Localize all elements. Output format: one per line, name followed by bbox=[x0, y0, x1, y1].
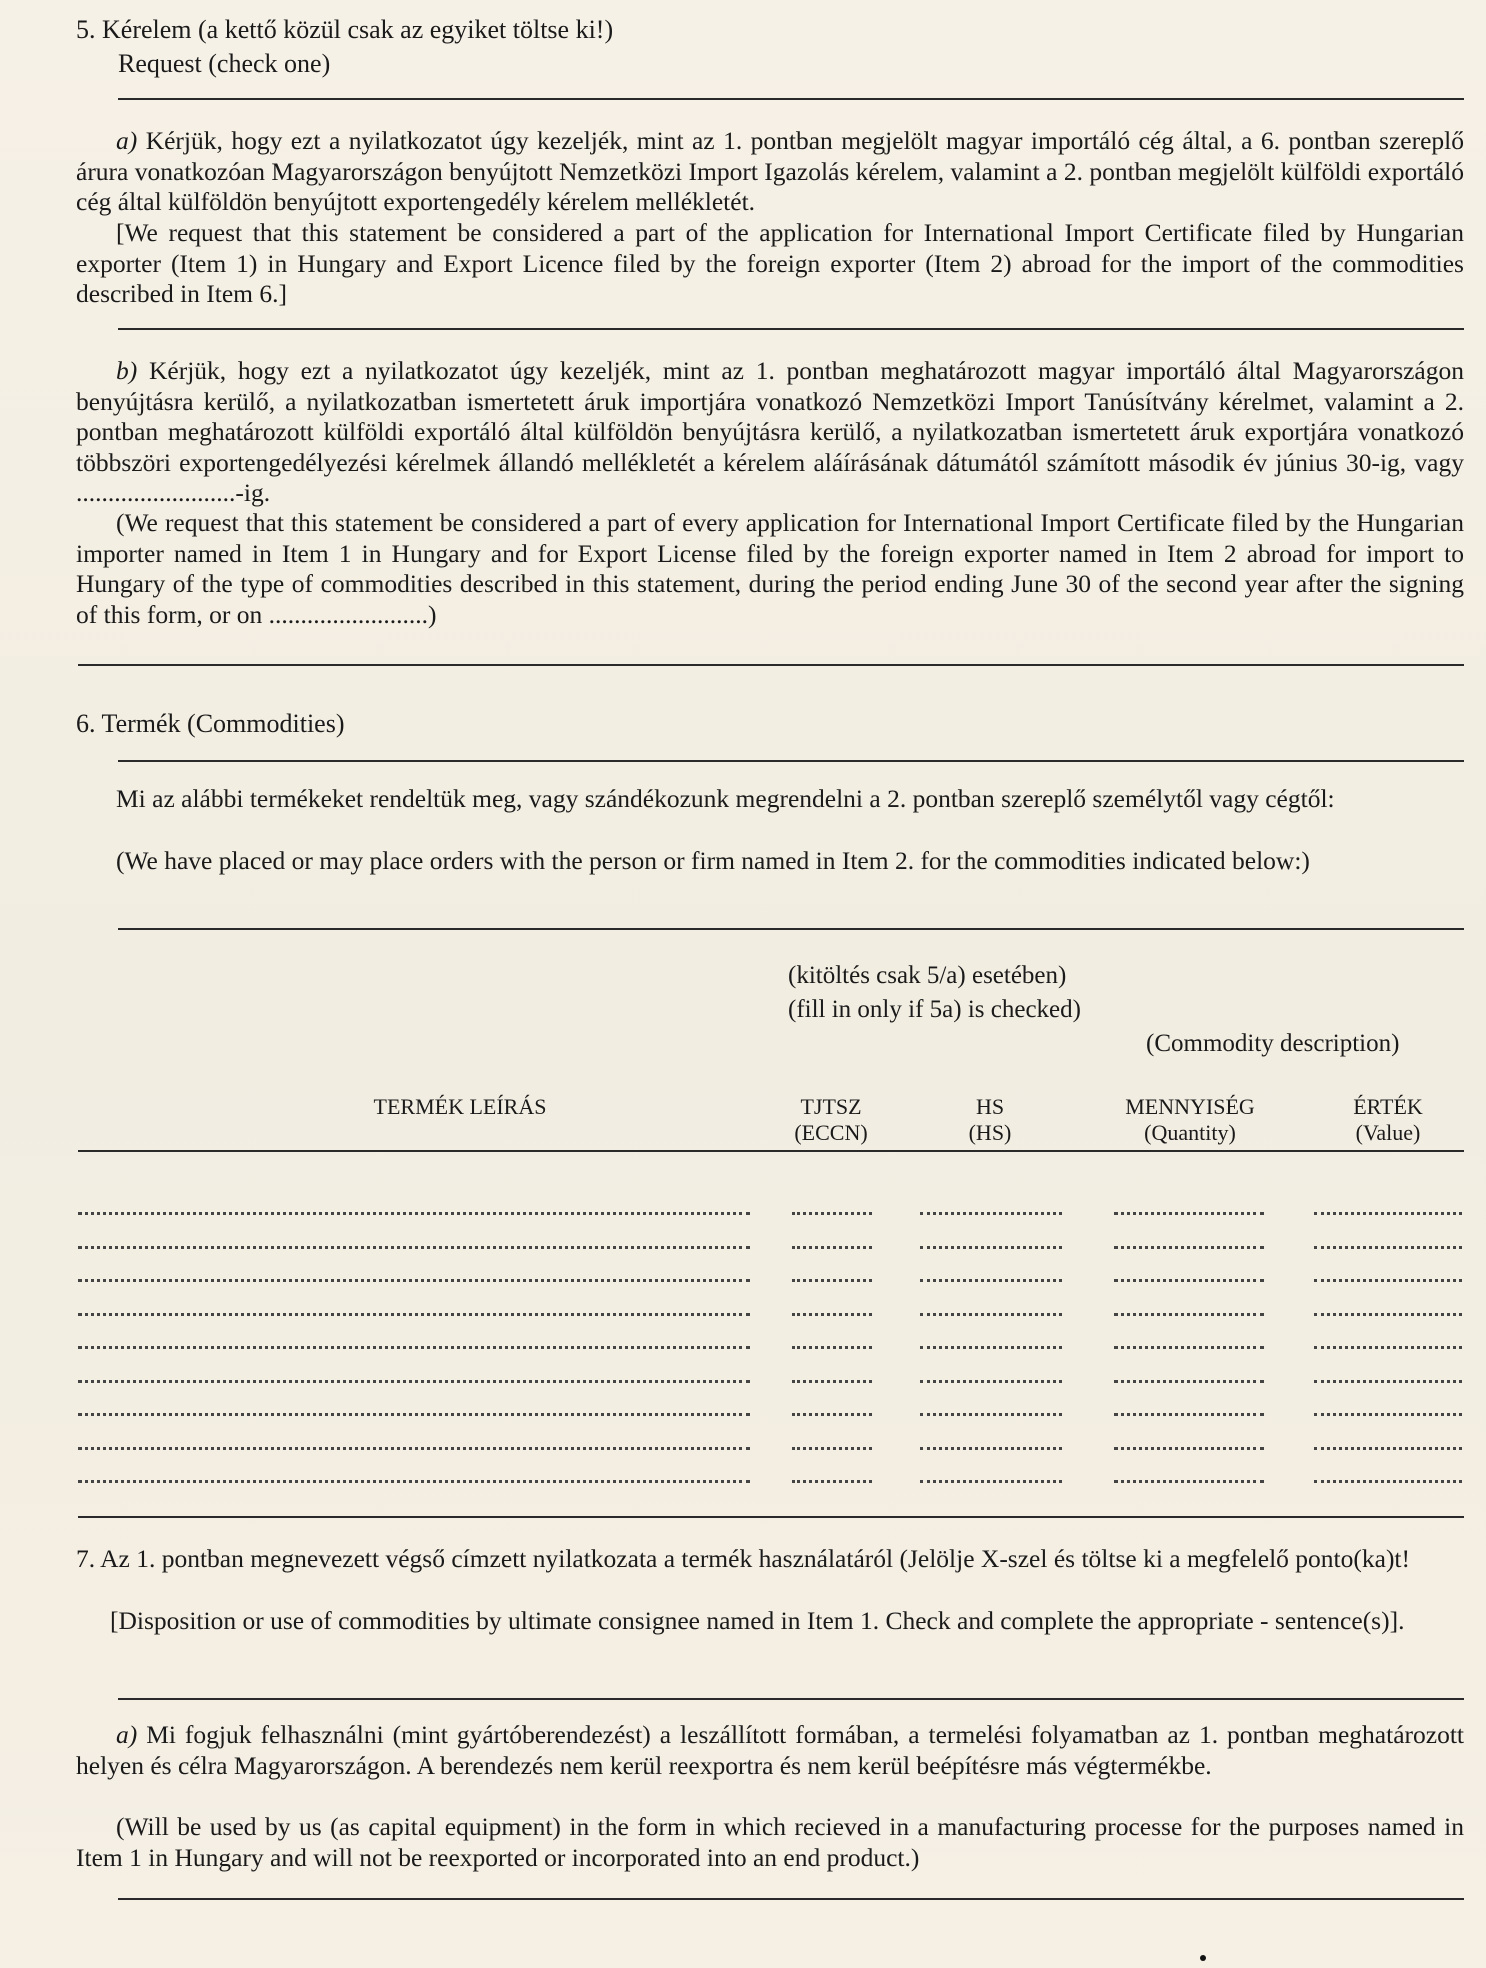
section6-hungarian: Mi az alábbi termékeket rendeltük meg, vagy szándékozunk megrendelni a 2. pontban szereplő személytől vagy cégtől: bbox=[116, 784, 1335, 813]
hs-field[interactable] bbox=[920, 1212, 1062, 1215]
fill-note-hu: (kitöltés csak 5/a) esetében) bbox=[788, 962, 1067, 989]
divider bbox=[118, 760, 1464, 762]
commodity-description-label: (Commodity description) bbox=[1146, 1030, 1400, 1057]
option-7a-text-hu: Mi fogjuk felhasználni (mint gyártóberendezést) a leszállított formában, a termelési folyamatban az 1. pontban meghatározott helyen és célra Magyarországon. A berendezés nem kerül reexportra és nem kerül beépítésre más végtermékbe. bbox=[76, 1720, 1464, 1780]
description-field[interactable] bbox=[78, 1212, 750, 1215]
hs-field[interactable] bbox=[920, 1447, 1062, 1450]
hs-field[interactable] bbox=[920, 1313, 1062, 1316]
column-header-eccn bbox=[770, 1094, 892, 1146]
divider bbox=[78, 664, 1464, 666]
hs-field[interactable] bbox=[920, 1413, 1062, 1416]
eccn-field[interactable] bbox=[792, 1346, 872, 1349]
divider bbox=[118, 1898, 1464, 1900]
column-header-eccn-hu: TJTSZ bbox=[800, 1094, 862, 1119]
value-field[interactable] bbox=[1314, 1413, 1462, 1416]
section5-subtitle: Request (check one) bbox=[118, 49, 331, 78]
hs-field[interactable] bbox=[920, 1380, 1062, 1383]
eccn-field[interactable] bbox=[792, 1480, 872, 1483]
column-header-hs-en: (HS) bbox=[968, 1120, 1012, 1145]
divider bbox=[118, 328, 1464, 330]
section5-b-hungarian bbox=[76, 356, 1464, 509]
eccn-field[interactable] bbox=[792, 1380, 872, 1383]
value-field[interactable] bbox=[1314, 1380, 1462, 1383]
description-field[interactable] bbox=[78, 1413, 750, 1416]
quantity-field[interactable] bbox=[1114, 1279, 1264, 1282]
table-bottom-rule bbox=[78, 1516, 1464, 1518]
ink-speck bbox=[1200, 1955, 1206, 1961]
quantity-field[interactable] bbox=[1114, 1413, 1264, 1416]
quantity-field[interactable] bbox=[1114, 1212, 1264, 1215]
value-field[interactable] bbox=[1314, 1480, 1462, 1483]
section7-a-english: (Will be used by us (as capital equipment) in the form in which recieved in a manufacturing processe for the purposes named in Item 1 in Hungary and will not be reexported or incorporated into an end product.) bbox=[76, 1812, 1464, 1872]
section6-title: 6. Termék (Commodities) bbox=[76, 709, 345, 738]
description-field[interactable] bbox=[78, 1313, 750, 1316]
divider bbox=[118, 1698, 1464, 1700]
option-7a-label: a) bbox=[116, 1720, 138, 1749]
column-header-value-en: (Value) bbox=[1355, 1120, 1421, 1145]
column-header-description: TERMÉK LEÍRÁS bbox=[373, 1094, 547, 1119]
value-field[interactable] bbox=[1314, 1346, 1462, 1349]
hs-field[interactable] bbox=[920, 1480, 1062, 1483]
column-header-eccn-en: (ECCN) bbox=[794, 1120, 868, 1145]
eccn-field[interactable] bbox=[792, 1246, 872, 1249]
quantity-field[interactable] bbox=[1114, 1346, 1264, 1349]
value-field[interactable] bbox=[1314, 1279, 1462, 1282]
hs-field[interactable] bbox=[920, 1346, 1062, 1349]
column-header-quantity bbox=[1100, 1094, 1280, 1146]
eccn-field[interactable] bbox=[792, 1447, 872, 1450]
column-header-value-hu: ÉRTÉK bbox=[1353, 1094, 1423, 1119]
column-header-quantity-en: (Quantity) bbox=[1144, 1120, 1236, 1145]
value-field[interactable] bbox=[1314, 1313, 1462, 1316]
divider bbox=[118, 98, 1464, 100]
description-field[interactable] bbox=[78, 1380, 750, 1383]
value-field[interactable] bbox=[1314, 1212, 1462, 1215]
option-b-label: b) bbox=[116, 356, 138, 385]
section6-english: (We have placed or may place orders with the person or firm named in Item 2. for the commodities indicated below:) bbox=[116, 846, 1310, 875]
section5-title: 5. Kérelem (a kettő közül csak az egyiket töltse ki!) bbox=[76, 15, 614, 44]
quantity-field[interactable] bbox=[1114, 1313, 1264, 1316]
description-field[interactable] bbox=[78, 1480, 750, 1483]
hs-field[interactable] bbox=[920, 1279, 1062, 1282]
section5-a-hungarian bbox=[76, 126, 1464, 218]
hs-field[interactable] bbox=[920, 1246, 1062, 1249]
value-field[interactable] bbox=[1314, 1447, 1462, 1450]
column-header-quantity-hu: MENNYISÉG bbox=[1125, 1094, 1255, 1119]
option-a-label: a) bbox=[116, 126, 138, 155]
description-field[interactable] bbox=[78, 1279, 750, 1282]
value-field[interactable] bbox=[1314, 1246, 1462, 1249]
quantity-field[interactable] bbox=[1114, 1246, 1264, 1249]
column-header-hs bbox=[930, 1094, 1050, 1146]
table-header-rule bbox=[78, 1150, 1464, 1152]
section7-title-hu: 7. Az 1. pontban megnevezett végső címzett nyilatkozata a termék használatáról (Jelölje X-szel és töltse ki a megfelelő ponto(ka)t! bbox=[76, 1544, 1411, 1573]
description-field[interactable] bbox=[78, 1346, 750, 1349]
fill-note-en: (fill in only if 5a) is checked) bbox=[788, 996, 1081, 1023]
description-field[interactable] bbox=[78, 1246, 750, 1249]
quantity-field[interactable] bbox=[1114, 1480, 1264, 1483]
section5-a-english: [We request that this statement be considered a part of the application for International Import Certificate filed by Hungarian exporter (Item 1) in Hungary and Export Licence filed by the foreign exporter (Item 2) abroad for the import of the commodities described in Item 6.] bbox=[76, 218, 1464, 308]
eccn-field[interactable] bbox=[792, 1413, 872, 1416]
section7-title-en: [Disposition or use of commodities by ultimate consignee named in Item 1. Check and complete the appropriate - sentence(s)]. bbox=[110, 1606, 1405, 1635]
quantity-field[interactable] bbox=[1114, 1380, 1264, 1383]
column-header-hs-hu: HS bbox=[975, 1094, 1005, 1119]
option-a-text-hu: Kérjük, hogy ezt a nyilatkozatot úgy kezeljék, mint az 1. pontban megjelölt magyar importáló cég által, a 6. pontban szereplő árura vonatkozóan Magyarországon benyújtott Nemzetközi Import Igazolás kérelem, valamint a 2. pontban megjelölt külföldi exportáló cég által külföldön benyújtott exportengedély kérelem mellékletét. bbox=[76, 126, 1464, 216]
quantity-field[interactable] bbox=[1114, 1447, 1264, 1450]
eccn-field[interactable] bbox=[792, 1212, 872, 1215]
section7-a-hungarian bbox=[76, 1720, 1464, 1781]
description-field[interactable] bbox=[78, 1447, 750, 1450]
eccn-field[interactable] bbox=[792, 1279, 872, 1282]
eccn-field[interactable] bbox=[792, 1313, 872, 1316]
section5-b-english: (We request that this statement be considered a part of every application for International Import Certificate filed by the Hungarian importer named in Item 1 in Hungary and for Export License filed by the foreign exporter named in Item 2 abroad for import to Hungary of the type of commodities described in this statement, during the period ending June 30 of the second year after the signing of this form, or on .........................) bbox=[76, 508, 1464, 629]
option-b-text-hu: Kérjük, hogy ezt a nyilatkozatot úgy kezeljék, mint az 1. pontban meghatározott magyar importáló által Magyarországon benyújtásra kerülő, a nyilatkozatban ismertetett áruk importjára vonatkozó Nemzetközi Import Tanúsítvány kérelmet, valamint a 2. pontban meghatározott külföldi exportáló által külföldön benyújtásra kerülő, a nyilatkozatban ismertetett áruk exportjára vonatkozó többszöri exportengedélyezési kérelmek állandó mellékletét a kérelem aláírásának dátumától számított második év június 30-ig, vagy .........................-ig. bbox=[76, 356, 1465, 507]
divider bbox=[118, 928, 1464, 930]
column-header-value bbox=[1318, 1094, 1458, 1146]
